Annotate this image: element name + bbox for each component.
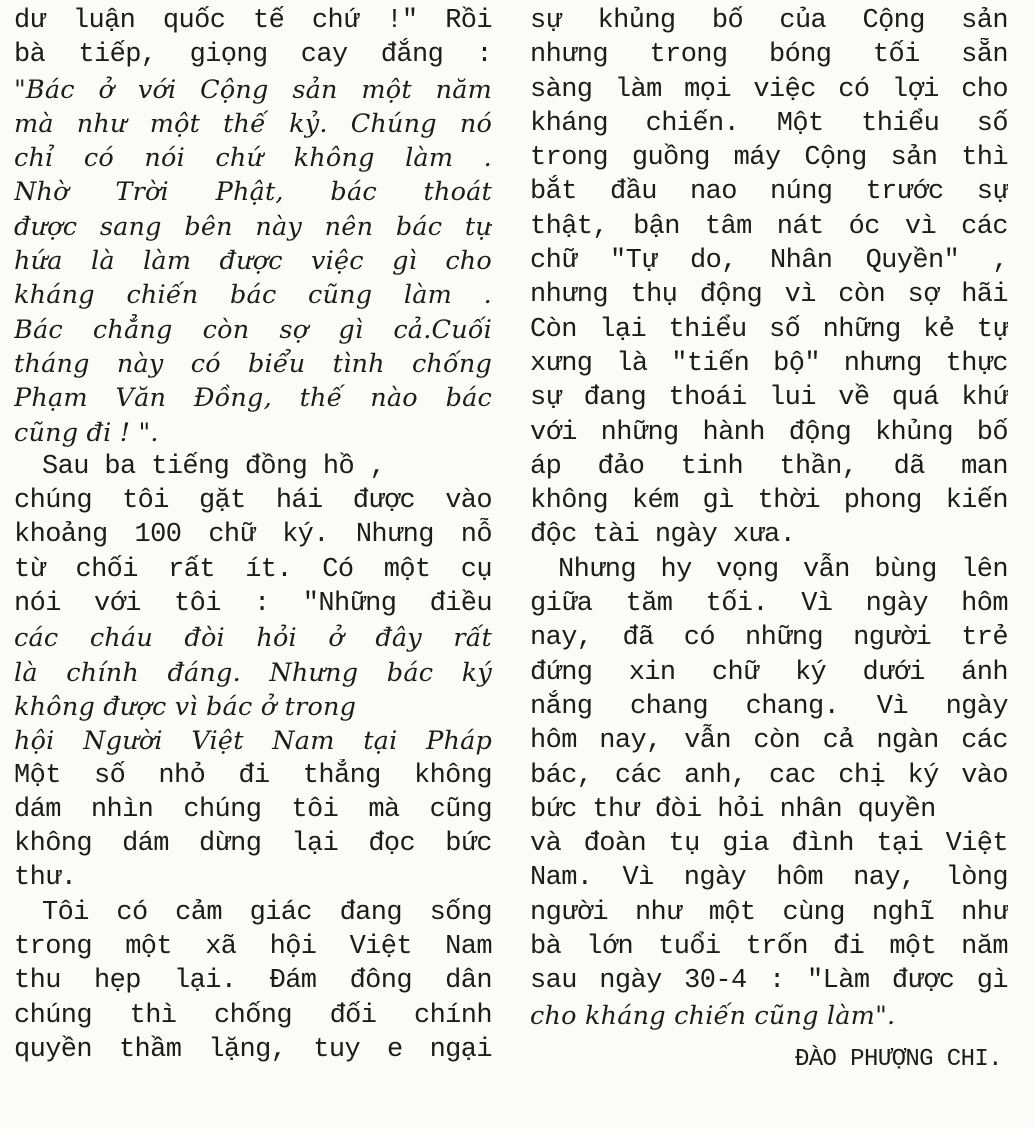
- left-column-line-14: Sau ba tiếng đồng hồ ,: [42, 451, 386, 482]
- right-column-line-29: sau ngày 30-4 : "Làm được gì: [530, 966, 1008, 997]
- left-column-line-17: từ chối rất ít. Có một cụ: [14, 554, 492, 585]
- left-column-line-1: dư luận quốc tế chứ !" Rồi: [14, 6, 492, 36]
- left-column-line-12: Phạm Văn Đồng, thế nào bác: [14, 383, 492, 414]
- left-column-line-6: Nhờ Trời Phật, bác thoát: [14, 177, 492, 208]
- left-column-line-29: thu hẹp lại. Đám đông dân: [14, 966, 492, 997]
- right-column-line-10: Còn lại thiểu số những kẻ tự: [530, 314, 1008, 345]
- left-column-line-31: quyền thầm lặng, tuy e ngại: [14, 1034, 492, 1065]
- right-column-line-6: bắt đầu nao núng trước sự: [530, 177, 1008, 208]
- right-column-line-13: với những hành động khủng bố: [530, 417, 1008, 448]
- left-column-line-7: được sang bên này nên bác tự: [14, 211, 492, 242]
- left-column: [14, 4, 492, 1128]
- right-column-line-15: không kém gì thời phong kiến: [530, 486, 1008, 517]
- right-column-line-5: trong guồng máy Cộng sản thì: [530, 143, 1008, 174]
- right-column-lines: [530, 4, 1008, 1033]
- left-column-line-27: Tôi có cảm giác đang sống: [42, 897, 492, 928]
- right-column-line-28: bà lớn tuổi trốn đi một năm: [530, 932, 1008, 963]
- right-column-line-27: người như một cùng nghĩ như: [530, 897, 1008, 928]
- left-column-line-4: mà như một thế kỷ. Chúng nó: [14, 108, 492, 139]
- left-column-line-2: bà tiếp, giọng cay đắng :: [14, 40, 492, 71]
- left-column-line-30: chúng thì chống đối chính: [14, 1000, 492, 1031]
- right-column-line-14: áp đảo tinh thần, dã man: [530, 451, 1008, 482]
- right-column-line-23: bác, các anh, cac chị ký vào: [530, 760, 1008, 791]
- right-column-line-9: nhưng thụ động vì còn sợ hãi: [530, 280, 1008, 311]
- left-column-line-13: cũng đi ! ".: [14, 417, 159, 448]
- right-column-line-19: nay, đã có những người trẻ: [530, 623, 1008, 654]
- left-column-line-3: "Bác ở với Cộng sản một năm: [14, 74, 492, 105]
- author-signature: ĐÀO PHƯỢNG CHI.: [794, 1045, 1002, 1073]
- left-column-line-9: kháng chiến bác cũng làm .: [14, 280, 492, 311]
- left-column-line-19: các cháu đòi hỏi ở đây rất: [14, 623, 492, 654]
- right-column-line-16: độc tài ngày xưa.: [530, 520, 796, 551]
- left-column-line-26: thư.: [14, 863, 77, 894]
- right-column-line-1: sự khủng bố của Cộng sản: [530, 6, 1008, 36]
- right-column-line-18: giữa tăm tối. Vì ngày hôm: [530, 589, 1008, 620]
- right-column-line-24: bức thư đòi hỏi nhân quyền: [530, 794, 936, 825]
- right-column-line-20: đứng xin chữ ký dưới ánh: [530, 657, 1008, 688]
- left-column-line-8: hứa là làm được việc gì cho: [14, 246, 492, 277]
- right-column: [530, 4, 1008, 1128]
- right-column-line-7: thật, bận tâm nát óc vì các: [530, 211, 1008, 242]
- right-column-line-12: sự đang thoái lui về quá khứ: [530, 383, 1008, 414]
- left-column-line-18: nói với tôi : "Những điều: [14, 589, 492, 620]
- left-column-line-22: hội Người Việt Nam tại Pháp: [14, 726, 492, 757]
- right-column-line-22: hôm nay, vẫn còn cả ngàn các: [530, 726, 1008, 757]
- left-column-line-11: tháng này có biểu tình chống: [14, 348, 492, 379]
- left-column-line-16: khoảng 100 chữ ký. Nhưng nỗ: [14, 520, 492, 551]
- right-column-line-21: nắng chang chang. Vì ngày: [530, 691, 1008, 722]
- left-column-line-15: chúng tôi gặt hái được vào: [14, 486, 492, 517]
- left-column-line-10: Bác chẳng còn sợ gì cả.Cuối: [14, 314, 492, 345]
- right-column-line-25: và đoàn tụ gia đình tại Việt: [530, 829, 1008, 860]
- left-column-line-20: là chính đáng. Nhưng bác ký: [14, 657, 492, 688]
- right-column-line-8: chữ "Tự do, Nhân Quyền" ,: [530, 246, 1008, 277]
- right-column-line-30: cho kháng chiến cũng làm".: [530, 1000, 896, 1031]
- left-column-line-24: dám nhìn chúng tôi mà cũng: [14, 794, 492, 825]
- left-column-line-28: trong một xã hội Việt Nam: [14, 932, 492, 963]
- left-column-line-25: không dám dừng lại đọc bức: [14, 829, 492, 860]
- left-column-line-5: chỉ có nói chứ không làm .: [14, 143, 492, 174]
- right-column-line-3: sàng làm mọi việc có lợi cho: [530, 74, 1008, 105]
- right-column-line-2: nhưng trong bóng tối sẵn: [530, 40, 1008, 71]
- right-column-line-4: kháng chiến. Một thiểu số: [530, 108, 1008, 139]
- right-column-line-26: Nam. Vì ngày hôm nay, lòng: [530, 863, 1008, 894]
- left-column-line-23: Một số nhỏ đi thẳng không: [14, 760, 492, 791]
- left-column-line-21: không được vì bác ở trong: [14, 691, 357, 722]
- right-column-line-11: xưng là "tiến bộ" nhưng thực: [530, 348, 1008, 379]
- right-column-line-17: Nhưng hy vọng vẫn bùng lên: [558, 554, 1008, 585]
